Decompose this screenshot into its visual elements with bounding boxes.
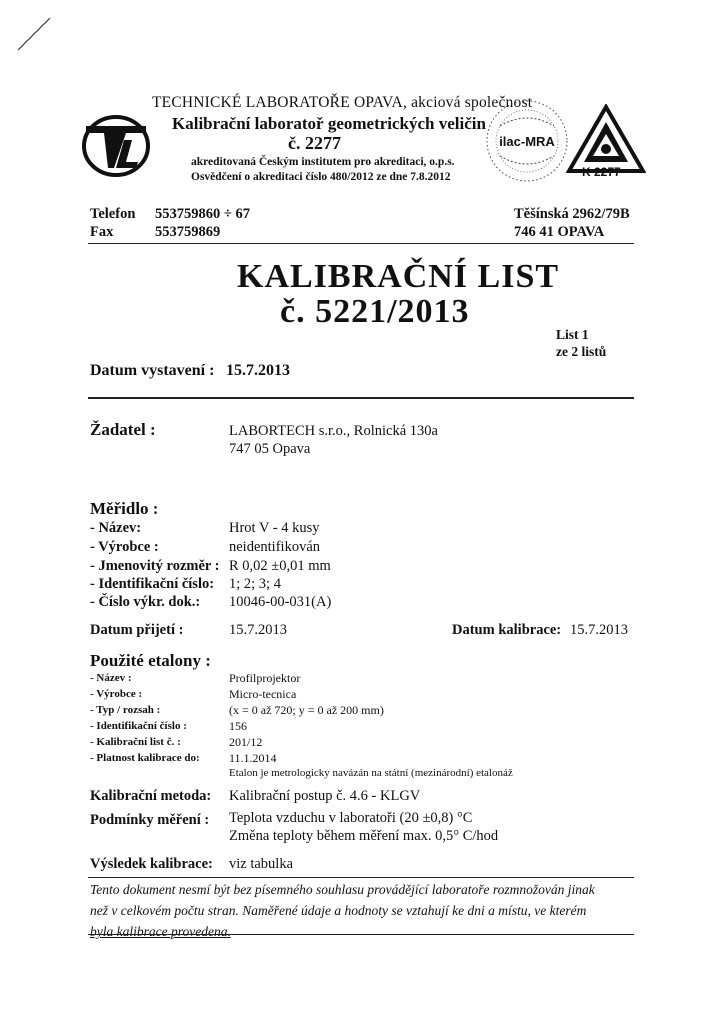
notice-line3: byla kalibrace provedena.: [90, 924, 231, 939]
title-rule: [88, 397, 634, 399]
standard-label: - Identifikační číslo :: [90, 720, 187, 732]
standard-label: - Výrobce :: [90, 688, 143, 700]
lab-header: TECHNICKÉ LABORATOŘE OPAVA, akciová společnost: [152, 94, 533, 111]
conditions-label: Podmínky měření :: [90, 812, 210, 828]
conditions-line2: Změna teploty během měření max. 0,5° C/hod: [229, 828, 499, 844]
phone-label: Telefon: [90, 206, 136, 222]
fax-label: Fax: [90, 224, 114, 240]
document-title: KALIBRAČNÍ LIST: [237, 258, 560, 295]
instrument-value: neidentifikován: [229, 539, 321, 555]
sheet-line2: ze 2 listů: [556, 344, 607, 359]
legal-notice: [90, 879, 640, 942]
lab-name: Kalibrační laboratoř geometrických veličin: [172, 114, 486, 133]
standard-value: 156: [229, 719, 247, 733]
calibration-date-label: Datum kalibrace:: [452, 622, 562, 638]
standards-heading: Použité etalony :: [90, 651, 211, 670]
standard-value: (x = 0 až 720; y = 0 až 200 mm): [229, 703, 384, 717]
document-number: č. 5221/2013: [280, 293, 470, 330]
header-rule: [88, 243, 634, 244]
lab-street: Těšínská 2962/79B: [514, 206, 630, 222]
ilac-mra-logo: [482, 96, 572, 186]
method-label: Kalibrační metoda:: [90, 788, 212, 804]
tlo-logo: [80, 112, 152, 180]
instrument-label: - Jmenovitý rozměr :: [90, 558, 220, 574]
received-date: 15.7.2013: [229, 622, 287, 638]
instrument-heading: Měřidlo :: [90, 499, 159, 518]
notice-line2: než v celkovém počtu stran. Naměřené údaje a hodnoty se vztahují ke dni a místu, ve kterém: [90, 903, 587, 918]
instrument-value: 10046-00-031(A): [229, 594, 332, 610]
applicant-line2: 747 05 Opava: [229, 441, 311, 457]
received-date-label: Datum přijetí :: [90, 622, 184, 638]
conditions-line1: Teplota vzduchu v laboratoři (20 ±0,8) °C: [229, 810, 473, 826]
instrument-label: - Název:: [90, 520, 142, 536]
corner-scan-mark: [14, 14, 54, 54]
standard-value: Micro-tecnica: [229, 687, 297, 701]
lab-number: č. 2277: [288, 133, 341, 153]
phone-number: 553759860 ÷ 67: [155, 206, 250, 222]
result-rule: [88, 877, 634, 878]
instrument-value: R 0,02 ±0,01 mm: [229, 558, 331, 574]
accreditation-line1: akreditovaná Českým institutem pro akreditaci, o.p.s.: [191, 156, 455, 168]
lab-city: 746 41 OPAVA: [514, 224, 605, 240]
applicant-line1: LABORTECH s.r.o., Rolnická 130a: [229, 423, 438, 439]
result-value: viz tabulka: [229, 856, 294, 872]
notice-rule: [88, 934, 634, 935]
instrument-label: - Výrobce :: [90, 539, 159, 555]
cai-logo: [566, 104, 646, 174]
standard-label: - Název :: [90, 672, 132, 684]
notice-line1: Tento dokument nesmí být bez písemného souhlasu provádějící laboratoře rozmnožován jinak: [90, 882, 595, 897]
issue-date-label: Datum vystavení :: [90, 362, 215, 379]
standard-value: 11.1.2014: [229, 751, 277, 765]
traceability-note: Etalon je metrologicky navázán na státní (mezinárodní) etalonáž: [229, 767, 513, 779]
ilac-mra-text: ilac-MRA: [499, 134, 555, 149]
calibration-date: 15.7.2013: [570, 622, 628, 638]
result-label: Výsledek kalibrace:: [90, 856, 213, 872]
accreditation-line2: Osvědčení o akreditaci číslo 480/2012 ze dne 7.8.2012: [191, 171, 451, 183]
instrument-value: 1; 2; 3; 4: [229, 576, 281, 592]
instrument-value: Hrot V - 4 kusy: [229, 520, 320, 536]
standard-value: 201/12: [229, 735, 263, 749]
standard-value: Profilprojektor: [229, 671, 301, 685]
standard-label: - Typ / rozsah :: [90, 704, 161, 716]
instrument-label: - Číslo výkr. dok.:: [90, 594, 201, 610]
method-value: Kalibrační postup č. 4.6 - KLGV: [229, 788, 421, 804]
standard-label: - Platnost kalibrace do:: [90, 752, 200, 764]
instrument-label: - Identifikační číslo:: [90, 576, 215, 592]
cai-code: K 2277: [582, 165, 621, 179]
applicant-label: Žadatel :: [90, 420, 156, 439]
standard-label: - Kalibrační list č. :: [90, 736, 181, 748]
fax-number: 553759869: [155, 224, 221, 240]
issue-date: 15.7.2013: [226, 362, 290, 379]
sheet-line1: List 1: [556, 327, 589, 342]
